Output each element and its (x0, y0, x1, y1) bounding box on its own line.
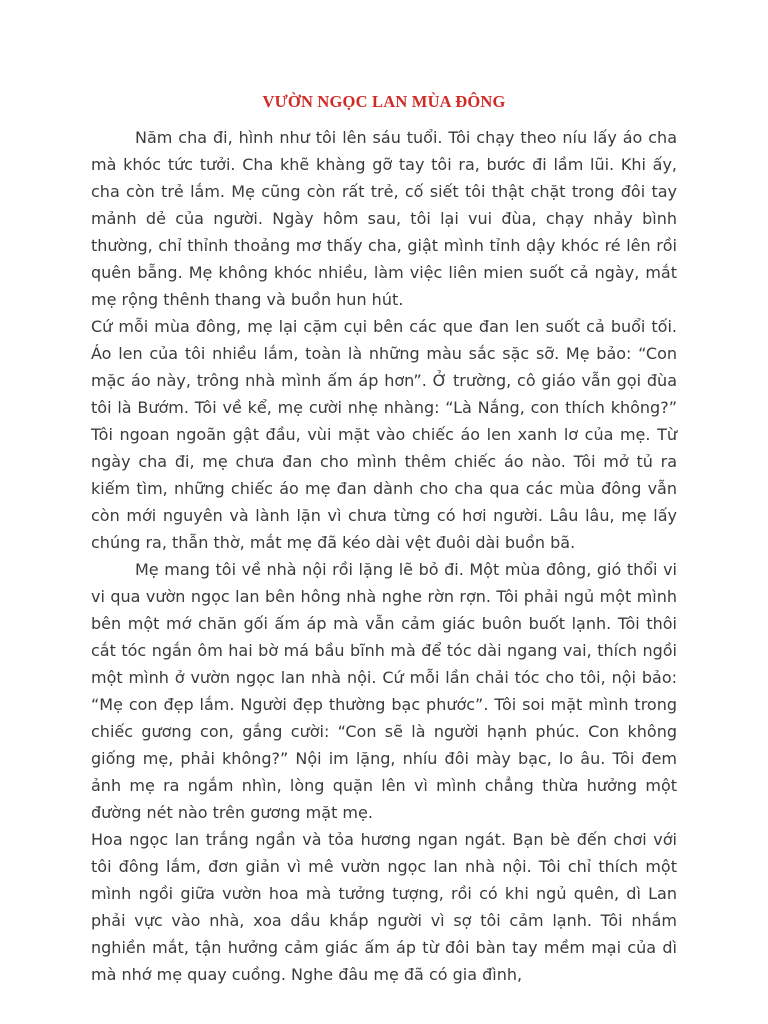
paragraph-4: Hoa ngọc lan trắng ngần và tỏa hương ngan ngát. Bạn bè đến chơi với tôi đông lắm, đơn giản vì mê vườn ngọc lan nhà nội. Tôi chỉ thích một mình ngồi giữa vườn hoa mà tưởng tượng, rồi có khi ngủ quên, dì Lan phải vực vào nhà, xoa dầu khắp người vì sợ tôi cảm lạnh. Tôi nhắm nghiền mắt, tận hưởng cảm giác ấm áp từ đôi bàn tay mềm mại của dì mà nhớ mẹ quay cuồng. Nghe đâu mẹ đã có gia đình, (91, 830, 677, 984)
paragraph-3: Mẹ mang tôi về nhà nội rồi lặng lẽ bỏ đi. Một mùa đông, gió thổi vi vi qua vườn ngọc lan bên hông nhà nghe rờn rợn. Tôi phải ngủ một mình bên một mớ chăn gối ấm áp mà vẫn cảm giác buôn buốt lạnh. Tôi thôi cắt tóc ngắn ôm hai bờ má bầu bĩnh mà để tóc dài ngang vai, thích ngồi một mình ở vườn ngọc lan nhà nội. Cứ mỗi lần chải tóc cho tôi, nội bảo: “Mẹ con đẹp lắm. Người đẹp thường bạc phước”. Tôi soi mặt mình trong chiếc gương con, gắng cười: “Con sẽ là người hạnh phúc. Con không giống mẹ, phải không?” Nội im lặng, nhíu đôi mày bạc, lo âu. Tôi đem ảnh mẹ ra ngắm nhìn, lòng quặn lên vì mình chẳng thừa hưởng một đường nét nào trên gương mặt mẹ. (91, 560, 677, 822)
paragraph-2: Cứ mỗi mùa đông, mẹ lại cặm cụi bên các que đan len suốt cả buổi tối. Áo len của tôi nhiều lắm, toàn là những màu sắc sặc sỡ. Mẹ bảo: “Con mặc áo này, trông nhà mình ấm áp hơn”. Ở trường, cô giáo vẫn gọi đùa tôi là Bướm. Tôi về kể, mẹ cười nhẹ nhàng: “Là Nắng, con thích không?” Tôi ngoan ngoãn gật đầu, vùi mặt vào chiếc áo len xanh lơ của mẹ. Từ ngày cha đi, mẹ chưa đan cho mình thêm chiếc áo nào. Tôi mở tủ ra kiếm tìm, những chiếc áo mẹ đan dành cho cha qua các mùa đông vẫn còn mới nguyên và lành lặn vì chưa từng có hơi người. Lâu lâu, mẹ lấy chúng ra, thẫn thờ, mắt mẹ đã kéo dài vệt đuôi dài buồn bã. (91, 317, 677, 552)
paragraph-1: Năm cha đi, hình như tôi lên sáu tuổi. Tôi chạy theo níu lấy áo cha mà khóc tức tưởi. Cha khẽ khàng gỡ tay tôi ra, bước đi lầm lũi. Khi ấy, cha còn trẻ lắm. Mẹ cũng còn rất trẻ, cố siết tôi thật chặt trong đôi tay mảnh dẻ của người. Ngày hôm sau, tôi lại vui đùa, chạy nhảy bình thường, chỉ thỉnh thoảng mơ thấy cha, giật mình tỉnh dậy khóc ré lên rồi quên bẵng. Mẹ không khóc nhiều, làm việc liên mien suốt cả ngày, mắt mẹ rộng thênh thang và buồn hun hút. (91, 128, 677, 309)
document-title: VƯỜN NGỌC LAN MÙA ĐÔNG (262, 92, 506, 111)
document-body (91, 124, 677, 988)
